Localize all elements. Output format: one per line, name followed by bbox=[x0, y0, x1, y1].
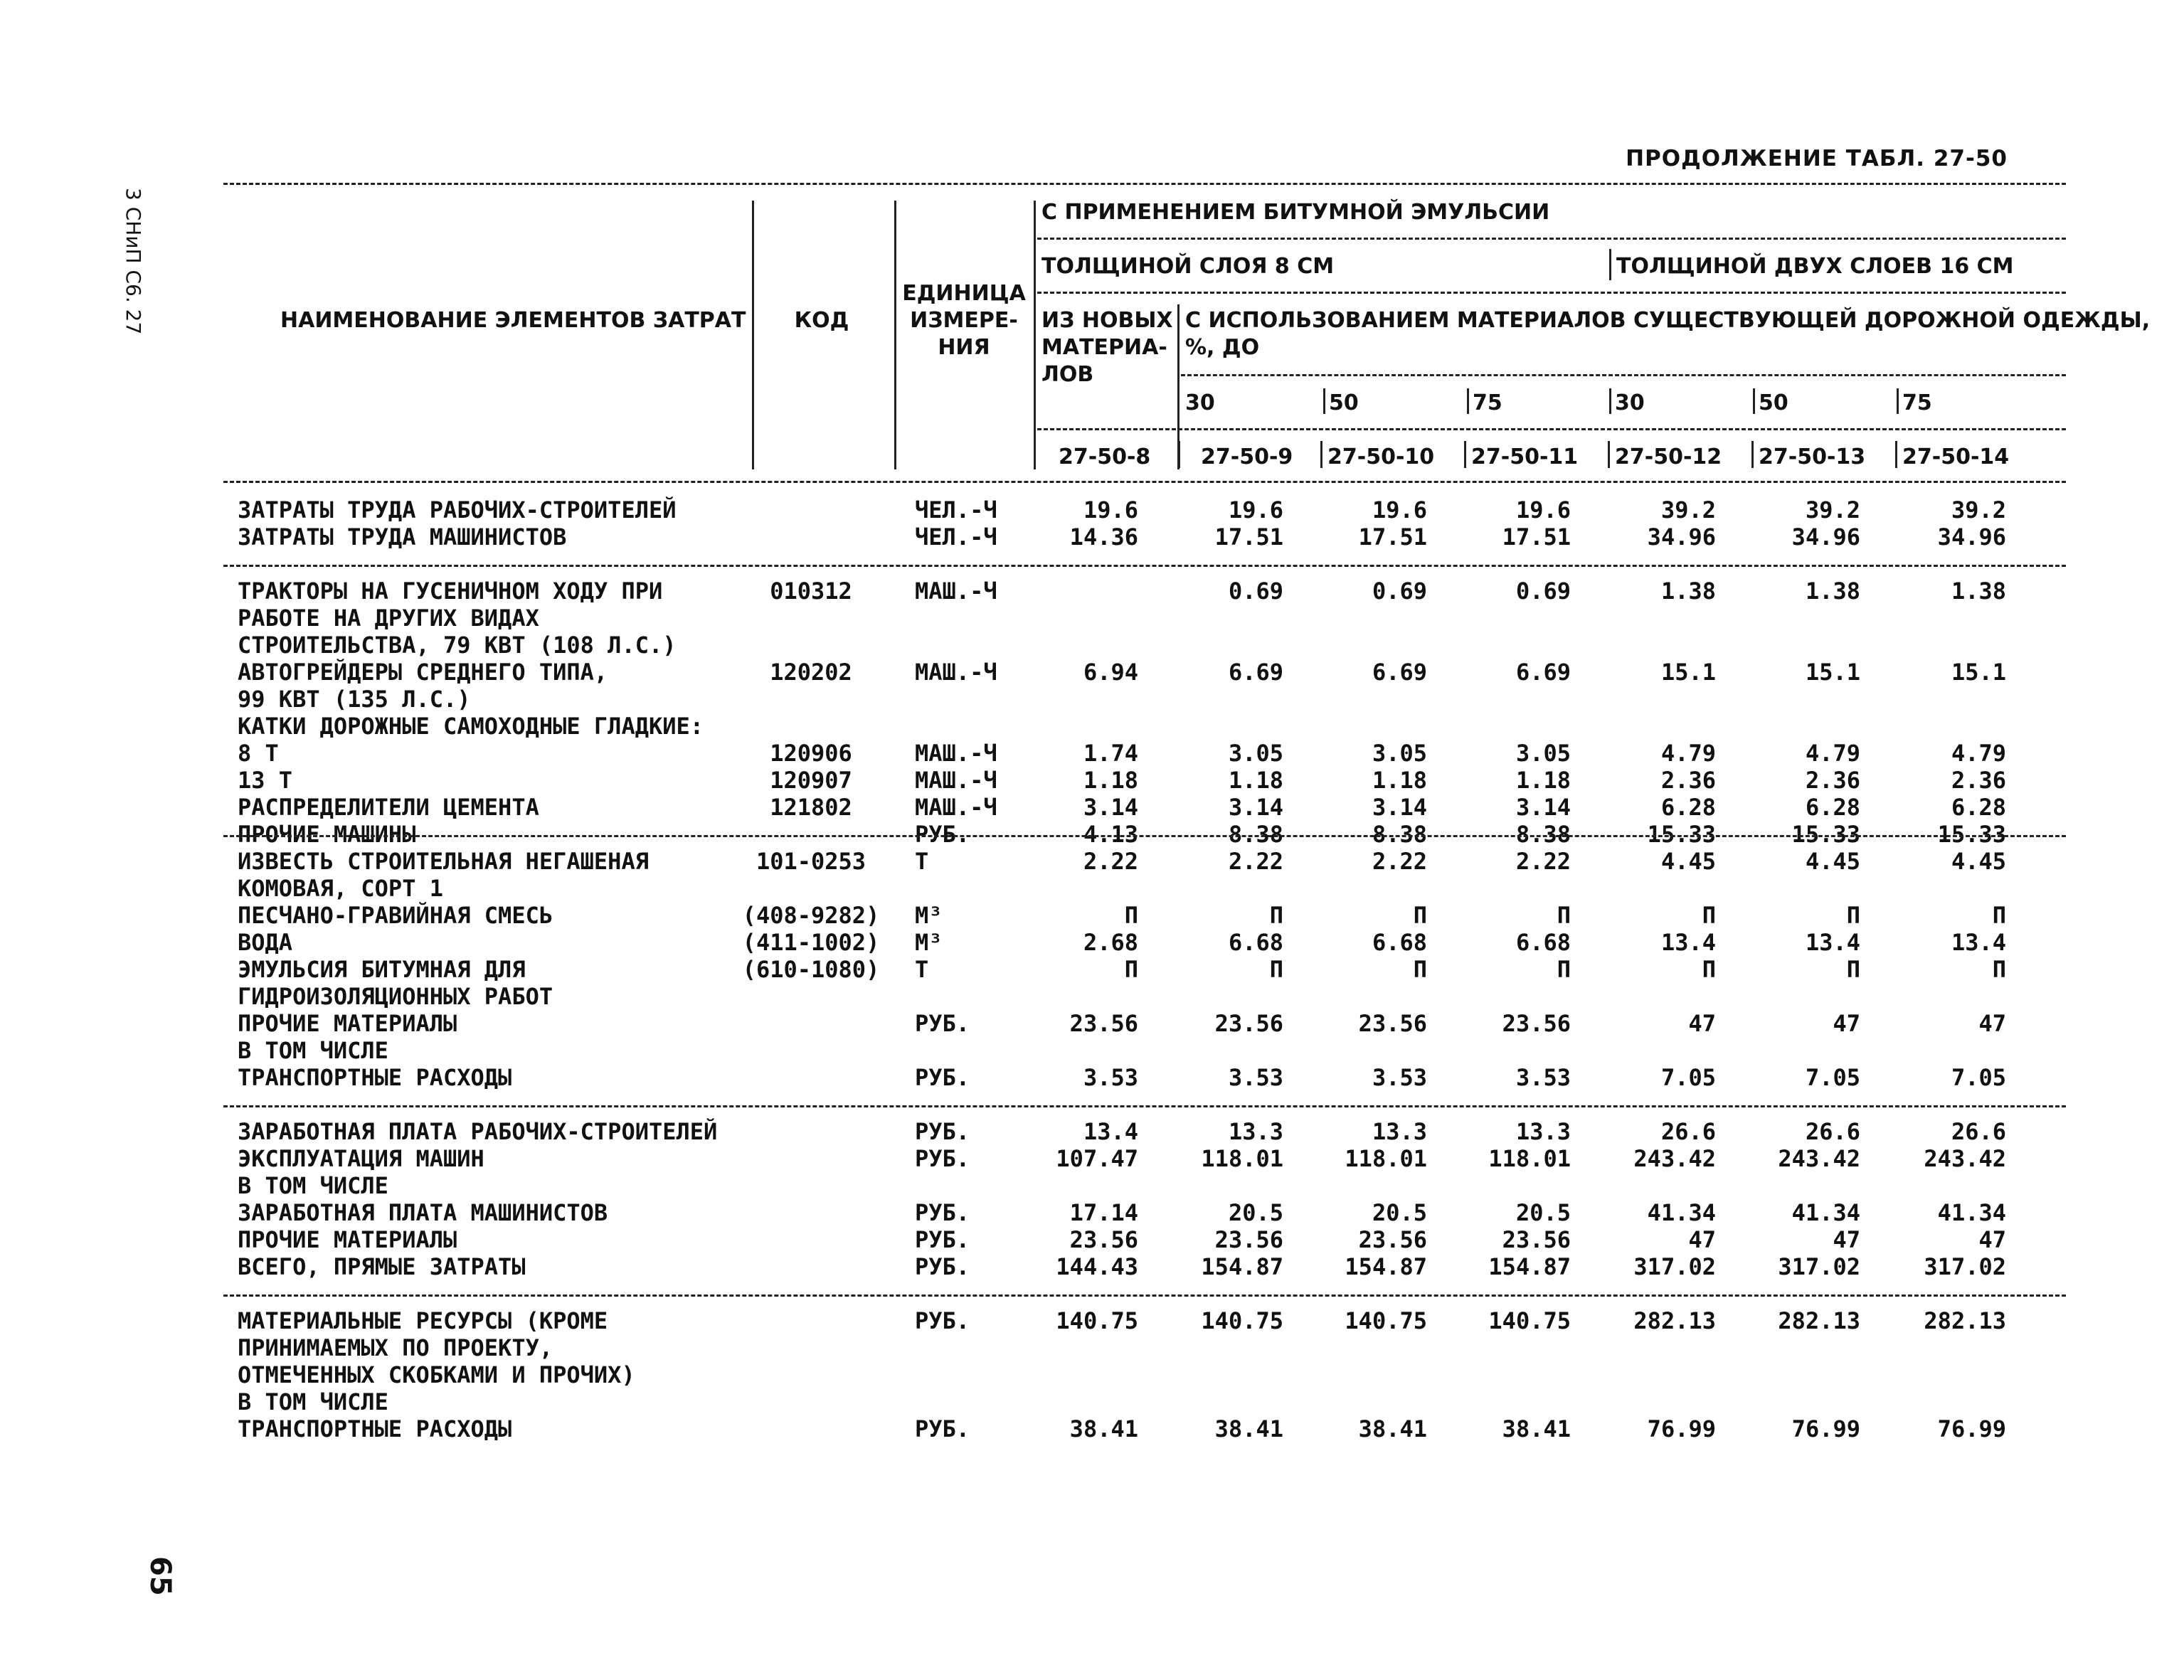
divider-line bbox=[1320, 441, 1322, 468]
cost-element-name: В ТОМ ЧИСЛЕ bbox=[238, 1037, 388, 1064]
value-cell: 140.75 bbox=[1201, 1307, 1283, 1334]
cost-element-name: ЗАТРАТЫ ТРУДА РАБОЧИХ-СТРОИТЕЛЕЙ bbox=[238, 496, 677, 523]
resource-code: 120907 bbox=[770, 767, 852, 794]
table-row bbox=[0, 1226, 2184, 1253]
cost-element-name: 99 КВТ (135 Л.С.) bbox=[238, 686, 471, 713]
value-cell: 26.6 bbox=[1951, 1118, 2006, 1145]
value-cell: 17.14 bbox=[1069, 1199, 1138, 1226]
table-row bbox=[0, 902, 2184, 929]
header-new-materials bbox=[1041, 307, 1173, 388]
divider-line bbox=[894, 201, 896, 469]
header-existing-materials bbox=[1185, 307, 2150, 361]
table-row bbox=[0, 578, 2184, 605]
value-cell: 3.14 bbox=[1372, 794, 1427, 821]
value-cell: 19.6 bbox=[1515, 496, 1571, 523]
table-caption: ПРОДОЛЖЕНИЕ ТАБЛ. 27-50 bbox=[1626, 146, 2008, 171]
value-cell: 4.45 bbox=[1660, 848, 1716, 875]
value-cell: 76.99 bbox=[1937, 1415, 2006, 1442]
value-cell: 23.56 bbox=[1358, 1010, 1427, 1037]
cost-element-name: МАТЕРИАЛЬНЫЕ РЕСУРСЫ (КРОМЕ bbox=[238, 1307, 608, 1334]
value-cell: 282.13 bbox=[1633, 1307, 1716, 1334]
resource-code: 121802 bbox=[770, 794, 852, 821]
value-cell: 76.99 bbox=[1647, 1415, 1716, 1442]
value-cell: 243.42 bbox=[1633, 1145, 1716, 1172]
divider-line bbox=[1751, 441, 1754, 468]
divider-line bbox=[1178, 441, 1180, 468]
cost-element-name: СТРОИТЕЛЬСТВА, 79 КВТ (108 Л.С.) bbox=[238, 632, 677, 659]
value-cell: П bbox=[1413, 956, 1427, 983]
header-new-mat-line: ИЗ НОВЫХ bbox=[1041, 308, 1173, 333]
value-cell: 1.18 bbox=[1083, 767, 1138, 794]
table-row bbox=[0, 875, 2184, 902]
value-cell: 41.34 bbox=[1647, 1199, 1716, 1226]
percent-50: 50 bbox=[1759, 390, 1788, 415]
value-cell: 39.2 bbox=[1951, 496, 2006, 523]
value-cell: 34.96 bbox=[1791, 523, 1860, 551]
table-row bbox=[0, 983, 2184, 1010]
table-row bbox=[0, 1253, 2184, 1280]
table-row bbox=[0, 686, 2184, 713]
value-cell: 38.41 bbox=[1214, 1415, 1283, 1442]
divider-line bbox=[1323, 388, 1325, 414]
section-rule bbox=[223, 1105, 2066, 1107]
value-cell: 1.74 bbox=[1083, 740, 1138, 767]
value-cell: 154.87 bbox=[1488, 1253, 1571, 1280]
value-cell: П bbox=[1269, 902, 1283, 929]
value-cell: П bbox=[1124, 956, 1138, 983]
value-cell: 1.18 bbox=[1372, 767, 1427, 794]
percent-30: 30 bbox=[1615, 390, 1645, 415]
unit-of-measure: РУБ. bbox=[915, 1145, 970, 1172]
value-cell: 26.6 bbox=[1660, 1118, 1716, 1145]
header-new-mat-line: МАТЕРИА- bbox=[1041, 335, 1167, 360]
value-cell: 15.1 bbox=[1660, 659, 1716, 686]
table-row bbox=[0, 1334, 2184, 1361]
header-unit-line: НИЯ bbox=[938, 335, 990, 360]
table-row bbox=[0, 659, 2184, 686]
value-cell: 6.69 bbox=[1228, 659, 1283, 686]
value-cell: 1.18 bbox=[1515, 767, 1571, 794]
divider-line bbox=[1467, 388, 1469, 414]
value-cell: 13.3 bbox=[1372, 1118, 1427, 1145]
column-code: 27-50-11 bbox=[1471, 445, 1579, 469]
unit-of-measure: МАШ.-Ч bbox=[915, 767, 997, 794]
value-cell: 20.5 bbox=[1515, 1199, 1571, 1226]
cost-element-name: ПРИНИМАЕМЫХ ПО ПРОЕКТУ, bbox=[238, 1334, 553, 1361]
value-cell: П bbox=[1702, 956, 1716, 983]
table-row bbox=[0, 632, 2184, 659]
value-cell: 107.47 bbox=[1056, 1145, 1138, 1172]
value-cell: П bbox=[1269, 956, 1283, 983]
table-row bbox=[0, 821, 2184, 848]
header-sub-8: ТОЛЩИНОЙ СЛОЯ 8 СМ bbox=[1041, 254, 1335, 279]
column-code: 27-50-12 bbox=[1615, 445, 1722, 469]
table-row bbox=[0, 713, 2184, 740]
column-code: 27-50-14 bbox=[1902, 445, 2010, 469]
table-row bbox=[0, 740, 2184, 767]
cost-element-name: КАТКИ ДОРОЖНЫЕ САМОХОДНЫЕ ГЛАДКИЕ: bbox=[238, 713, 704, 740]
header-unit-line: ИЗМЕРЕ- bbox=[910, 308, 1018, 333]
percent-30: 30 bbox=[1185, 390, 1215, 415]
divider-line bbox=[1609, 249, 1611, 280]
value-cell: 140.75 bbox=[1488, 1307, 1571, 1334]
value-cell: 118.01 bbox=[1345, 1145, 1427, 1172]
cost-element-name: ТРАНСПОРТНЫЕ РАСХОДЫ bbox=[238, 1064, 512, 1091]
value-cell: 317.02 bbox=[1924, 1253, 2006, 1280]
value-cell: 3.14 bbox=[1083, 794, 1138, 821]
table-row bbox=[0, 794, 2184, 821]
resource-code: (411-1002) bbox=[742, 929, 880, 956]
value-cell: 15.33 bbox=[1937, 821, 2006, 848]
divider-line bbox=[752, 201, 754, 469]
column-code: 27-50-13 bbox=[1759, 445, 1866, 469]
cost-element-name: ЗАРАБОТНАЯ ПЛАТА МАШИНИСТОВ bbox=[238, 1199, 608, 1226]
value-cell: 6.28 bbox=[1951, 794, 2006, 821]
value-cell: 17.51 bbox=[1214, 523, 1283, 551]
cost-element-name: ЗАРАБОТНАЯ ПЛАТА РАБОЧИХ-СТРОИТЕЛЕЙ bbox=[238, 1118, 718, 1145]
cost-element-name: ЭМУЛЬСИЯ БИТУМНАЯ ДЛЯ bbox=[238, 956, 526, 983]
value-cell: 2.36 bbox=[1660, 767, 1716, 794]
value-cell: 6.94 bbox=[1083, 659, 1138, 686]
value-cell: 0.69 bbox=[1515, 578, 1571, 605]
cost-element-name: 13 Т bbox=[238, 767, 293, 794]
value-cell: 2.22 bbox=[1372, 848, 1427, 875]
value-cell: 154.87 bbox=[1345, 1253, 1427, 1280]
value-cell: П bbox=[1702, 902, 1716, 929]
side-label: 3 СНиП С6. 27 bbox=[122, 188, 145, 335]
value-cell: 3.05 bbox=[1372, 740, 1427, 767]
unit-of-measure: ЧЕЛ.-Ч bbox=[915, 496, 997, 523]
cost-element-name: РАБОТЕ НА ДРУГИХ ВИДАХ bbox=[238, 605, 539, 632]
table-row bbox=[0, 848, 2184, 875]
value-cell: 38.41 bbox=[1069, 1415, 1138, 1442]
value-cell: 20.5 bbox=[1372, 1199, 1427, 1226]
cost-element-name: ЗАТРАТЫ ТРУДА МАШИНИСТОВ bbox=[238, 523, 567, 551]
value-cell: 47 bbox=[1833, 1010, 1860, 1037]
unit-of-measure: М³ bbox=[915, 929, 943, 956]
value-cell: 15.1 bbox=[1805, 659, 1860, 686]
unit-of-measure: РУБ. bbox=[915, 1118, 970, 1145]
value-cell: 7.05 bbox=[1660, 1064, 1716, 1091]
value-cell: 23.56 bbox=[1358, 1226, 1427, 1253]
unit-of-measure: РУБ. bbox=[915, 1010, 970, 1037]
unit-of-measure: МАШ.-Ч bbox=[915, 578, 997, 605]
unit-of-measure: РУБ. bbox=[915, 1307, 970, 1334]
value-cell: 3.05 bbox=[1515, 740, 1571, 767]
column-code: 27-50-9 bbox=[1201, 445, 1293, 469]
value-cell: 144.43 bbox=[1056, 1253, 1138, 1280]
value-cell: 1.38 bbox=[1660, 578, 1716, 605]
table-row bbox=[0, 956, 2184, 983]
table-row bbox=[0, 1010, 2184, 1037]
value-cell: 140.75 bbox=[1345, 1307, 1427, 1334]
value-cell: 7.05 bbox=[1805, 1064, 1860, 1091]
value-cell: П bbox=[1124, 902, 1138, 929]
divider-line bbox=[1464, 441, 1466, 468]
cost-element-name: В ТОМ ЧИСЛЕ bbox=[238, 1172, 388, 1199]
value-cell: 34.96 bbox=[1937, 523, 2006, 551]
header-unit-line: ЕДИНИЦА bbox=[902, 281, 1026, 306]
table-row bbox=[0, 1118, 2184, 1145]
value-cell: 76.99 bbox=[1791, 1415, 1860, 1442]
unit-of-measure: МАШ.-Ч bbox=[915, 794, 997, 821]
header-rule bbox=[1181, 374, 2066, 376]
value-cell: 3.53 bbox=[1515, 1064, 1571, 1091]
header-top-rule bbox=[223, 183, 2066, 185]
value-cell: П bbox=[1992, 956, 2006, 983]
value-cell: 20.5 bbox=[1228, 1199, 1283, 1226]
divider-line bbox=[1895, 441, 1897, 468]
value-cell: 0.69 bbox=[1228, 578, 1283, 605]
value-cell: 2.68 bbox=[1083, 929, 1138, 956]
percent-50: 50 bbox=[1329, 390, 1359, 415]
unit-of-measure: МАШ.-Ч bbox=[915, 740, 997, 767]
value-cell: 0.69 bbox=[1372, 578, 1427, 605]
header-new-mat-line: ЛОВ bbox=[1041, 362, 1094, 387]
column-code: 27-50-10 bbox=[1327, 445, 1435, 469]
unit-of-measure: Т bbox=[915, 956, 929, 983]
cost-element-name: ПРОЧИЕ МАТЕРИАЛЫ bbox=[238, 1226, 457, 1253]
divider-line bbox=[1753, 388, 1755, 414]
resource-code: 101-0253 bbox=[756, 848, 866, 875]
cost-element-name: ПРОЧИЕ МАШИНЫ bbox=[238, 821, 416, 848]
value-cell: 14.36 bbox=[1069, 523, 1138, 551]
header-name-col: НАИМЕНОВАНИЕ ЭЛЕМЕНТОВ ЗАТРАТ bbox=[280, 308, 746, 333]
unit-of-measure: РУБ. bbox=[915, 1064, 970, 1091]
unit-of-measure: РУБ. bbox=[915, 821, 970, 848]
value-cell: 8.38 bbox=[1228, 821, 1283, 848]
resource-code: (408-9282) bbox=[742, 902, 880, 929]
value-cell: 6.28 bbox=[1805, 794, 1860, 821]
value-cell: 19.6 bbox=[1372, 496, 1427, 523]
value-cell: 118.01 bbox=[1488, 1145, 1571, 1172]
column-code: 27-50-8 bbox=[1059, 445, 1151, 469]
value-cell: 140.75 bbox=[1056, 1307, 1138, 1334]
unit-of-measure: РУБ. bbox=[915, 1253, 970, 1280]
cost-element-name: В ТОМ ЧИСЛЕ bbox=[238, 1388, 388, 1415]
value-cell: 2.36 bbox=[1805, 767, 1860, 794]
value-cell: 118.01 bbox=[1201, 1145, 1283, 1172]
value-cell: 13.4 bbox=[1083, 1118, 1138, 1145]
table-row bbox=[0, 605, 2184, 632]
value-cell: 6.68 bbox=[1515, 929, 1571, 956]
value-cell: 2.22 bbox=[1228, 848, 1283, 875]
value-cell: П bbox=[1413, 902, 1427, 929]
value-cell: 47 bbox=[1688, 1010, 1716, 1037]
divider-line bbox=[1609, 388, 1611, 414]
value-cell: 23.56 bbox=[1502, 1010, 1571, 1037]
value-cell: 282.13 bbox=[1924, 1307, 2006, 1334]
value-cell: 47 bbox=[1978, 1010, 2006, 1037]
value-cell: 3.53 bbox=[1372, 1064, 1427, 1091]
resource-code: 010312 bbox=[770, 578, 852, 605]
value-cell: 3.53 bbox=[1228, 1064, 1283, 1091]
value-cell: 7.05 bbox=[1951, 1064, 2006, 1091]
table-row bbox=[0, 1037, 2184, 1064]
value-cell: 23.56 bbox=[1069, 1226, 1138, 1253]
table-row bbox=[0, 523, 2184, 551]
value-cell: 47 bbox=[1833, 1226, 1860, 1253]
value-cell: 1.38 bbox=[1951, 578, 2006, 605]
cost-element-name: ОТМЕЧЕННЫХ СКОБКАМИ И ПРОЧИХ) bbox=[238, 1361, 635, 1388]
value-cell: 19.6 bbox=[1228, 496, 1283, 523]
divider-line bbox=[1034, 201, 1036, 469]
value-cell: 3.14 bbox=[1228, 794, 1283, 821]
value-cell: 1.38 bbox=[1805, 578, 1860, 605]
header-group: С ПРИМЕНЕНИЕМ БИТУМНОЙ ЭМУЛЬСИИ bbox=[1041, 200, 1550, 225]
value-cell: 15.33 bbox=[1647, 821, 1716, 848]
value-cell: 17.51 bbox=[1502, 523, 1571, 551]
value-cell: 317.02 bbox=[1778, 1253, 1860, 1280]
unit-of-measure: Т bbox=[915, 848, 929, 875]
header-sub-16: ТОЛЩИНОЙ ДВУХ СЛОЕВ 16 СМ bbox=[1616, 254, 2014, 279]
unit-of-measure: РУБ. bbox=[915, 1415, 970, 1442]
header-existing-line: %, ДО bbox=[1185, 335, 1260, 360]
value-cell: 3.53 bbox=[1083, 1064, 1138, 1091]
value-cell: 8.38 bbox=[1372, 821, 1427, 848]
cost-element-name: ПЕСЧАНО-ГРАВИЙНАЯ СМЕСЬ bbox=[238, 902, 553, 929]
value-cell: 26.6 bbox=[1805, 1118, 1860, 1145]
value-cell: 6.69 bbox=[1372, 659, 1427, 686]
value-cell: 17.51 bbox=[1358, 523, 1427, 551]
value-cell: 23.56 bbox=[1214, 1226, 1283, 1253]
value-cell: 317.02 bbox=[1633, 1253, 1716, 1280]
value-cell: 23.56 bbox=[1502, 1226, 1571, 1253]
value-cell: П bbox=[1992, 902, 2006, 929]
value-cell: 4.13 bbox=[1083, 821, 1138, 848]
value-cell: 13.4 bbox=[1660, 929, 1716, 956]
cost-element-name: ГИДРОИЗОЛЯЦИОННЫХ РАБОТ bbox=[238, 983, 553, 1010]
section-rule bbox=[223, 835, 2066, 837]
table-row bbox=[0, 1415, 2184, 1442]
value-cell: 154.87 bbox=[1201, 1253, 1283, 1280]
unit-of-measure: ЧЕЛ.-Ч bbox=[915, 523, 997, 551]
value-cell: 34.96 bbox=[1647, 523, 1716, 551]
section-rule bbox=[223, 565, 2066, 567]
value-cell: 4.79 bbox=[1805, 740, 1860, 767]
resource-code: 120906 bbox=[770, 740, 852, 767]
value-cell: 38.41 bbox=[1502, 1415, 1571, 1442]
value-cell: 1.18 bbox=[1228, 767, 1283, 794]
value-cell: 41.34 bbox=[1791, 1199, 1860, 1226]
value-cell: 38.41 bbox=[1358, 1415, 1427, 1442]
cost-element-name: ТРАКТОРЫ НА ГУСЕНИЧНОМ ХОДУ ПРИ bbox=[238, 578, 663, 605]
value-cell: 2.22 bbox=[1083, 848, 1138, 875]
table-row bbox=[0, 1361, 2184, 1388]
table-row bbox=[0, 496, 2184, 523]
resource-code: 120202 bbox=[770, 659, 852, 686]
header-bottom-rule bbox=[223, 481, 2066, 483]
divider-line bbox=[1608, 441, 1610, 468]
value-cell: 243.42 bbox=[1924, 1145, 2006, 1172]
value-cell: 2.36 bbox=[1951, 767, 2006, 794]
value-cell: 13.3 bbox=[1515, 1118, 1571, 1145]
value-cell: 3.14 bbox=[1515, 794, 1571, 821]
cost-element-name: КОМОВАЯ, СОРТ 1 bbox=[238, 875, 443, 902]
table-row bbox=[0, 1199, 2184, 1226]
header-rule bbox=[1037, 428, 2066, 430]
cost-element-name: ВОДА bbox=[238, 929, 293, 956]
value-cell: 6.69 bbox=[1515, 659, 1571, 686]
value-cell: 6.28 bbox=[1660, 794, 1716, 821]
value-cell: 4.45 bbox=[1951, 848, 2006, 875]
header-rule bbox=[1037, 238, 2066, 240]
value-cell: 243.42 bbox=[1778, 1145, 1860, 1172]
value-cell: 4.79 bbox=[1660, 740, 1716, 767]
header-unit-col bbox=[898, 280, 1030, 361]
value-cell: 13.4 bbox=[1805, 929, 1860, 956]
cost-element-name: АВТОГРЕЙДЕРЫ СРЕДНЕГО ТИПА, bbox=[238, 659, 608, 686]
value-cell: 41.34 bbox=[1937, 1199, 2006, 1226]
value-cell: П bbox=[1846, 956, 1860, 983]
table-row bbox=[0, 1307, 2184, 1334]
value-cell: П bbox=[1846, 902, 1860, 929]
value-cell: 282.13 bbox=[1778, 1307, 1860, 1334]
page-number: 65 bbox=[144, 1556, 176, 1596]
cost-element-name: ЭКСПЛУАТАЦИЯ МАШИН bbox=[238, 1145, 484, 1172]
value-cell: 23.56 bbox=[1069, 1010, 1138, 1037]
percent-75: 75 bbox=[1473, 390, 1502, 415]
value-cell: 8.38 bbox=[1515, 821, 1571, 848]
unit-of-measure: РУБ. bbox=[915, 1199, 970, 1226]
value-cell: 4.79 bbox=[1951, 740, 2006, 767]
value-cell: 15.1 bbox=[1951, 659, 2006, 686]
cost-element-name: ВСЕГО, ПРЯМЫЕ ЗАТРАТЫ bbox=[238, 1253, 526, 1280]
value-cell: 6.68 bbox=[1228, 929, 1283, 956]
cost-element-name: 8 Т bbox=[238, 740, 279, 767]
resource-code: (610-1080) bbox=[742, 956, 880, 983]
table-row bbox=[0, 767, 2184, 794]
value-cell: 39.2 bbox=[1660, 496, 1716, 523]
value-cell: П bbox=[1557, 902, 1571, 929]
value-cell: 23.56 bbox=[1214, 1010, 1283, 1037]
value-cell: 13.3 bbox=[1228, 1118, 1283, 1145]
header-existing-line: С ИСПОЛЬЗОВАНИЕМ МАТЕРИАЛОВ СУЩЕСТВУЮЩЕЙ ДОРОЖНОЙ ОДЕЖДЫ, bbox=[1185, 308, 2151, 333]
header-rule bbox=[1037, 292, 2066, 294]
value-cell: 4.45 bbox=[1805, 848, 1860, 875]
value-cell: 47 bbox=[1978, 1226, 2006, 1253]
value-cell: 15.33 bbox=[1791, 821, 1860, 848]
divider-line bbox=[1897, 388, 1899, 414]
value-cell: 2.22 bbox=[1515, 848, 1571, 875]
cost-element-name: ТРАНСПОРТНЫЕ РАСХОДЫ bbox=[238, 1415, 512, 1442]
section-rule bbox=[223, 1294, 2066, 1297]
table-row bbox=[0, 929, 2184, 956]
value-cell: 13.4 bbox=[1951, 929, 2006, 956]
unit-of-measure: МАШ.-Ч bbox=[915, 659, 997, 686]
unit-of-measure: РУБ. bbox=[915, 1226, 970, 1253]
cost-element-name: ПРОЧИЕ МАТЕРИАЛЫ bbox=[238, 1010, 457, 1037]
table-row bbox=[0, 1388, 2184, 1415]
percent-75: 75 bbox=[1902, 390, 1932, 415]
value-cell: 19.6 bbox=[1083, 496, 1138, 523]
table-row bbox=[0, 1064, 2184, 1091]
table-row bbox=[0, 1145, 2184, 1172]
header-code-col: КОД bbox=[794, 308, 849, 333]
value-cell: П bbox=[1557, 956, 1571, 983]
cost-element-name: РАСПРЕДЕЛИТЕЛИ ЦЕМЕНТА bbox=[238, 794, 539, 821]
unit-of-measure: М³ bbox=[915, 902, 943, 929]
value-cell: 47 bbox=[1688, 1226, 1716, 1253]
value-cell: 39.2 bbox=[1805, 496, 1860, 523]
cost-element-name: ИЗВЕСТЬ СТРОИТЕЛЬНАЯ НЕГАШЕНАЯ bbox=[238, 848, 649, 875]
value-cell: 6.68 bbox=[1372, 929, 1427, 956]
value-cell: 3.05 bbox=[1228, 740, 1283, 767]
table-row bbox=[0, 1172, 2184, 1199]
